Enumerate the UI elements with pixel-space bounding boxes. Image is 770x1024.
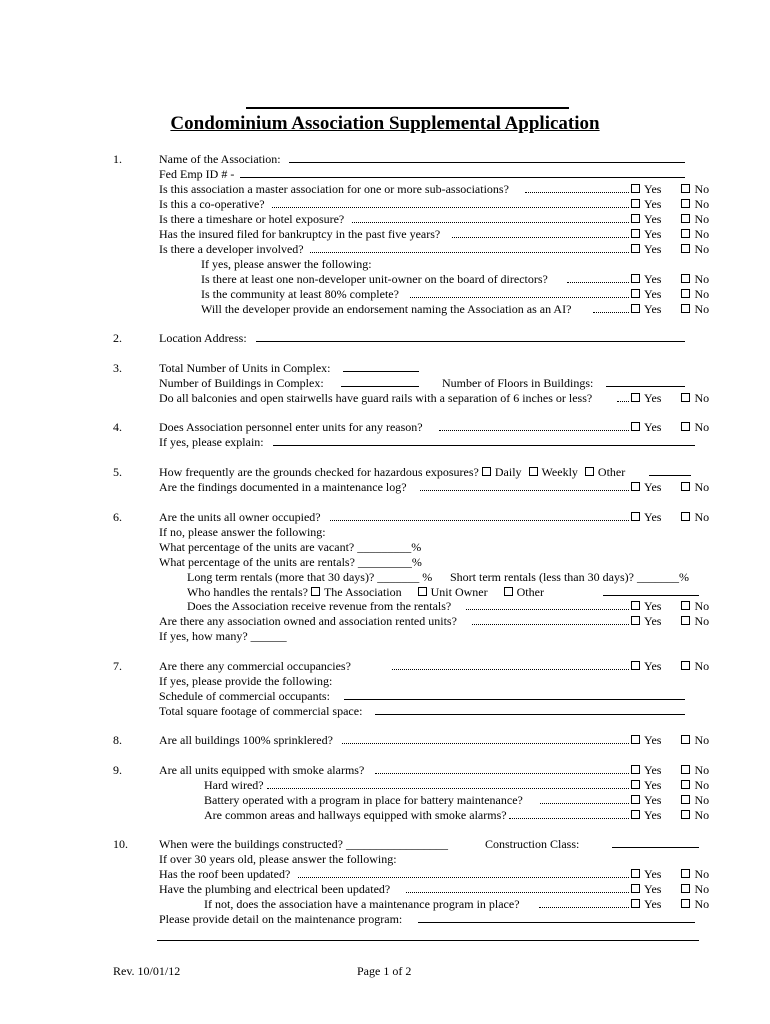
checkbox-no[interactable]	[681, 884, 690, 893]
checkbox-yes[interactable]	[631, 229, 640, 238]
page-title: Condominium Association Supplemental Application	[170, 113, 600, 134]
short-term-rentals[interactable]: Short term rentals (less than 30 days)? _______%	[450, 570, 689, 584]
checkbox-no[interactable]	[681, 735, 690, 744]
long-term-rentals[interactable]: Long term rentals (more that 30 days)? _______ %	[187, 570, 433, 584]
checkbox-no[interactable]	[681, 199, 690, 208]
checkbox-yes[interactable]	[631, 422, 640, 431]
checkbox-yes[interactable]	[631, 289, 640, 298]
checkbox-yes[interactable]	[631, 482, 640, 491]
over-30-instruction: If over 30 years old, please answer the following:	[159, 852, 397, 866]
yes-no-developer[interactable]: Yes No	[631, 242, 709, 256]
title-top-rule	[246, 107, 569, 109]
section-number: 2.	[113, 331, 122, 345]
leader-dots	[452, 227, 629, 238]
q-smoke-alarms: Are all units equipped with smoke alarms?	[159, 763, 365, 777]
yes-no-maintenance[interactable]: Yes No	[631, 897, 709, 911]
checkbox-other[interactable]	[504, 587, 513, 596]
checkbox-no[interactable]	[681, 765, 690, 774]
leader-dots	[392, 659, 629, 670]
checkbox-no[interactable]	[681, 304, 690, 313]
checkbox-daily[interactable]	[482, 467, 491, 476]
if-yes-instruction: If yes, please provide the following:	[159, 674, 333, 688]
checkbox-no[interactable]	[681, 244, 690, 253]
section-number: 1.	[113, 152, 122, 166]
yes-no-master[interactable]: Yes No	[631, 182, 709, 196]
checkbox-no[interactable]	[681, 810, 690, 819]
floors-label: Number of Floors in Buildings:	[442, 376, 594, 390]
q-common-area-alarms: Are common areas and hallways equipped with smoke alarms?	[204, 808, 507, 822]
q-commercial-occupancies: Are there any commercial occupancies?	[159, 659, 351, 673]
floors-field[interactable]	[606, 386, 685, 387]
checkbox-no[interactable]	[681, 616, 690, 625]
buildings-label: Number of Buildings in Complex:	[159, 376, 324, 390]
checkbox-no[interactable]	[681, 795, 690, 804]
yes-no-nondeveloper[interactable]: Yes No	[631, 272, 709, 286]
section-number: 8.	[113, 733, 122, 747]
q-maintenance-program: If not, does the association have a maintenance program in place?	[204, 897, 520, 911]
q-sprinklered: Are all buildings 100% sprinklered?	[159, 733, 333, 747]
rentals-percentage[interactable]: What percentage of the units are rentals? _________%	[159, 555, 422, 569]
leader-dots	[617, 391, 629, 402]
checkbox-no[interactable]	[681, 482, 690, 491]
construction-class-label: Construction Class:	[485, 837, 580, 851]
checkbox-yes[interactable]	[631, 810, 640, 819]
q-hard-wired: Hard wired?	[204, 778, 264, 792]
grounds-other-field[interactable]	[649, 475, 691, 476]
q-grounds-row: How frequently are the grounds checked for hazardous exposures? Daily Weekly Other	[159, 465, 626, 479]
yes-no-battery[interactable]: Yes No	[631, 793, 709, 807]
buildings-field[interactable]	[341, 386, 419, 387]
if-yes-instruction: If yes, please answer the following:	[201, 257, 372, 271]
checkbox-yes[interactable]	[631, 512, 640, 521]
checkbox-yes[interactable]	[631, 274, 640, 283]
location-field[interactable]	[256, 341, 685, 342]
checkbox-no[interactable]	[681, 899, 690, 908]
yes-no-coop[interactable]: Yes No	[631, 197, 709, 211]
year-built-field[interactable]: When were the buildings constructed? _________________	[159, 837, 448, 851]
leader-dots	[593, 302, 629, 313]
commercial-schedule-field[interactable]	[344, 699, 685, 700]
yes-no-smoke[interactable]: Yes No	[631, 763, 709, 777]
q-community-complete: Is the community at least 80% complete?	[201, 287, 399, 301]
checkbox-weekly[interactable]	[529, 467, 538, 476]
commercial-sqft-field[interactable]	[375, 714, 685, 715]
checkbox-no[interactable]	[681, 601, 690, 610]
leader-dots	[466, 599, 629, 610]
how-many-field[interactable]: If yes, how many? ______	[159, 629, 287, 643]
q-coop: Is this a co-operative?	[159, 197, 265, 211]
yes-no-bankruptcy[interactable]: Yes No	[631, 227, 709, 241]
section-number: 6.	[113, 510, 122, 524]
leader-dots	[439, 420, 629, 431]
yes-no-roof[interactable]: Yes No	[631, 867, 709, 881]
q-personnel-enter: Does Association personnel enter units for any reason?	[159, 420, 423, 434]
checkbox-yes[interactable]	[631, 244, 640, 253]
fein-field[interactable]	[240, 177, 685, 178]
q-rental-revenue: Does the Association receive revenue from the rentals?	[187, 599, 452, 613]
checkbox-other[interactable]	[585, 467, 594, 476]
if-no-instruction: If no, please answer the following:	[159, 525, 326, 539]
yes-no-complete[interactable]: Yes No	[631, 287, 709, 301]
maintenance-detail-field[interactable]	[418, 922, 695, 923]
q-owner-occupied: Are the units all owner occupied?	[159, 510, 321, 524]
q-association-owned-units: Are there any association owned and association rented units?	[159, 614, 457, 628]
checkbox-no[interactable]	[681, 274, 690, 283]
units-field[interactable]	[343, 371, 419, 372]
checkbox-no[interactable]	[681, 512, 690, 521]
checkbox-yes[interactable]	[631, 869, 640, 878]
checkbox-yes[interactable]	[631, 899, 640, 908]
q-roof-updated: Has the roof been updated?	[159, 867, 291, 881]
section-number: 10.	[113, 837, 128, 851]
commercial-sqft-label: Total square footage of commercial space:	[159, 704, 363, 718]
checkbox-yes[interactable]	[631, 184, 640, 193]
checkbox-yes[interactable]	[631, 601, 640, 610]
leader-dots	[375, 763, 629, 774]
q-balconies: Do all balconies and open stairwells have guard rails with a separation of 6 inches or less?	[159, 391, 593, 405]
location-label: Location Address:	[159, 331, 247, 345]
checkbox-no[interactable]	[681, 393, 690, 402]
yes-no-balconies[interactable]: Yes No	[631, 391, 709, 405]
checkbox-no[interactable]	[681, 229, 690, 238]
leader-dots	[342, 733, 629, 744]
leader-dots	[406, 882, 629, 893]
fein-label: Fed Emp ID # -	[159, 167, 235, 181]
checkbox-yes[interactable]	[631, 304, 640, 313]
yes-no-owner-occupied[interactable]: Yes No	[631, 510, 709, 524]
yes-no-log[interactable]: Yes No	[631, 480, 709, 494]
yes-no-hard-wired[interactable]: Yes No	[631, 778, 709, 792]
checkbox-yes[interactable]	[631, 795, 640, 804]
q-nondeveloper-board: Is there at least one non-developer unit-owner on the board of directors?	[201, 272, 548, 286]
revision-date: Rev. 10/01/12	[113, 964, 181, 978]
yes-no-endorsement[interactable]: Yes No	[631, 302, 709, 316]
construction-class-field[interactable]	[612, 847, 699, 848]
section-number: 3.	[113, 361, 122, 375]
yes-no-association-owned[interactable]: Yes No	[631, 614, 709, 628]
q-developer: Is there a developer involved?	[159, 242, 304, 256]
page-number: Page 1 of 2	[357, 964, 412, 978]
maintenance-detail-label: Please provide detail on the maintenance program:	[159, 912, 403, 926]
units-label: Total Number of Units in Complex:	[159, 361, 331, 375]
checkbox-no[interactable]	[681, 422, 690, 431]
leader-dots	[352, 212, 629, 223]
leader-dots	[472, 614, 629, 625]
q-bankruptcy: Has the insured filed for bankruptcy in the past five years?	[159, 227, 441, 241]
checkbox-no[interactable]	[681, 661, 690, 670]
checkbox-unit-owner[interactable]	[418, 587, 427, 596]
yes-no-timeshare[interactable]: Yes No	[631, 212, 709, 226]
yes-no-plumbing[interactable]: Yes No	[631, 882, 709, 896]
leader-dots	[525, 182, 629, 193]
section-number: 4.	[113, 420, 122, 434]
q-battery-program: Battery operated with a program in place for battery maintenance?	[204, 793, 523, 807]
checkbox-no[interactable]	[681, 780, 690, 789]
yes-no-sprinklered[interactable]: Yes No	[631, 733, 709, 747]
leader-dots	[420, 480, 629, 491]
q-master-association: Is this association a master association for one or more sub-associations?	[159, 182, 509, 196]
checkbox-yes[interactable]	[631, 735, 640, 744]
yes-no-personnel[interactable]: Yes No	[631, 420, 709, 434]
q-developer-endorsement: Will the developer provide an endorsement naming the Association as an AI?	[201, 302, 572, 316]
association-name-label: Name of the Association:	[159, 152, 281, 166]
section-number: 5.	[113, 465, 122, 479]
leader-dots	[272, 197, 629, 208]
section-number: 7.	[113, 659, 122, 673]
section-number: 9.	[113, 763, 122, 777]
checkbox-no[interactable]	[681, 214, 690, 223]
leader-dots	[330, 510, 629, 521]
checkbox-yes[interactable]	[631, 765, 640, 774]
q-plumbing-electrical: Have the plumbing and electrical been updated?	[159, 882, 391, 896]
checkbox-yes[interactable]	[631, 393, 640, 402]
checkbox-yes[interactable]	[631, 661, 640, 670]
leader-dots	[310, 242, 629, 253]
checkbox-the-association[interactable]	[311, 587, 320, 596]
vacant-percentage[interactable]: What percentage of the units are vacant? _________%	[159, 540, 422, 554]
checkbox-yes[interactable]	[631, 199, 640, 208]
leader-dots	[410, 287, 629, 298]
explain-field[interactable]	[273, 445, 695, 446]
checkbox-yes[interactable]	[631, 884, 640, 893]
checkbox-yes[interactable]	[631, 780, 640, 789]
q-timeshare: Is there a timeshare or hotel exposure?	[159, 212, 345, 226]
leader-dots	[540, 793, 629, 804]
checkbox-no[interactable]	[681, 289, 690, 298]
leader-dots	[267, 778, 629, 789]
association-name-field[interactable]	[289, 162, 685, 163]
leader-dots	[509, 808, 629, 819]
checkbox-no[interactable]	[681, 869, 690, 878]
leader-dots	[298, 867, 629, 878]
yes-no-commercial[interactable]: Yes No	[631, 659, 709, 673]
maintenance-detail-field-2[interactable]	[157, 940, 699, 941]
leader-dots	[539, 897, 629, 908]
handler-other-field[interactable]	[603, 595, 699, 596]
checkbox-yes[interactable]	[631, 616, 640, 625]
yes-no-revenue[interactable]: Yes No	[631, 599, 709, 613]
explain-label: If yes, please explain:	[159, 435, 264, 449]
commercial-schedule-label: Schedule of commercial occupants:	[159, 689, 330, 703]
rentals-handler-row: Who handles the rentals? The Association Unit Owner Other	[187, 585, 544, 599]
q-maintenance-log: Are the findings documented in a maintenance log?	[159, 480, 407, 494]
leader-dots	[567, 272, 629, 283]
yes-no-common-areas[interactable]: Yes No	[631, 808, 709, 822]
checkbox-no[interactable]	[681, 184, 690, 193]
checkbox-yes[interactable]	[631, 214, 640, 223]
